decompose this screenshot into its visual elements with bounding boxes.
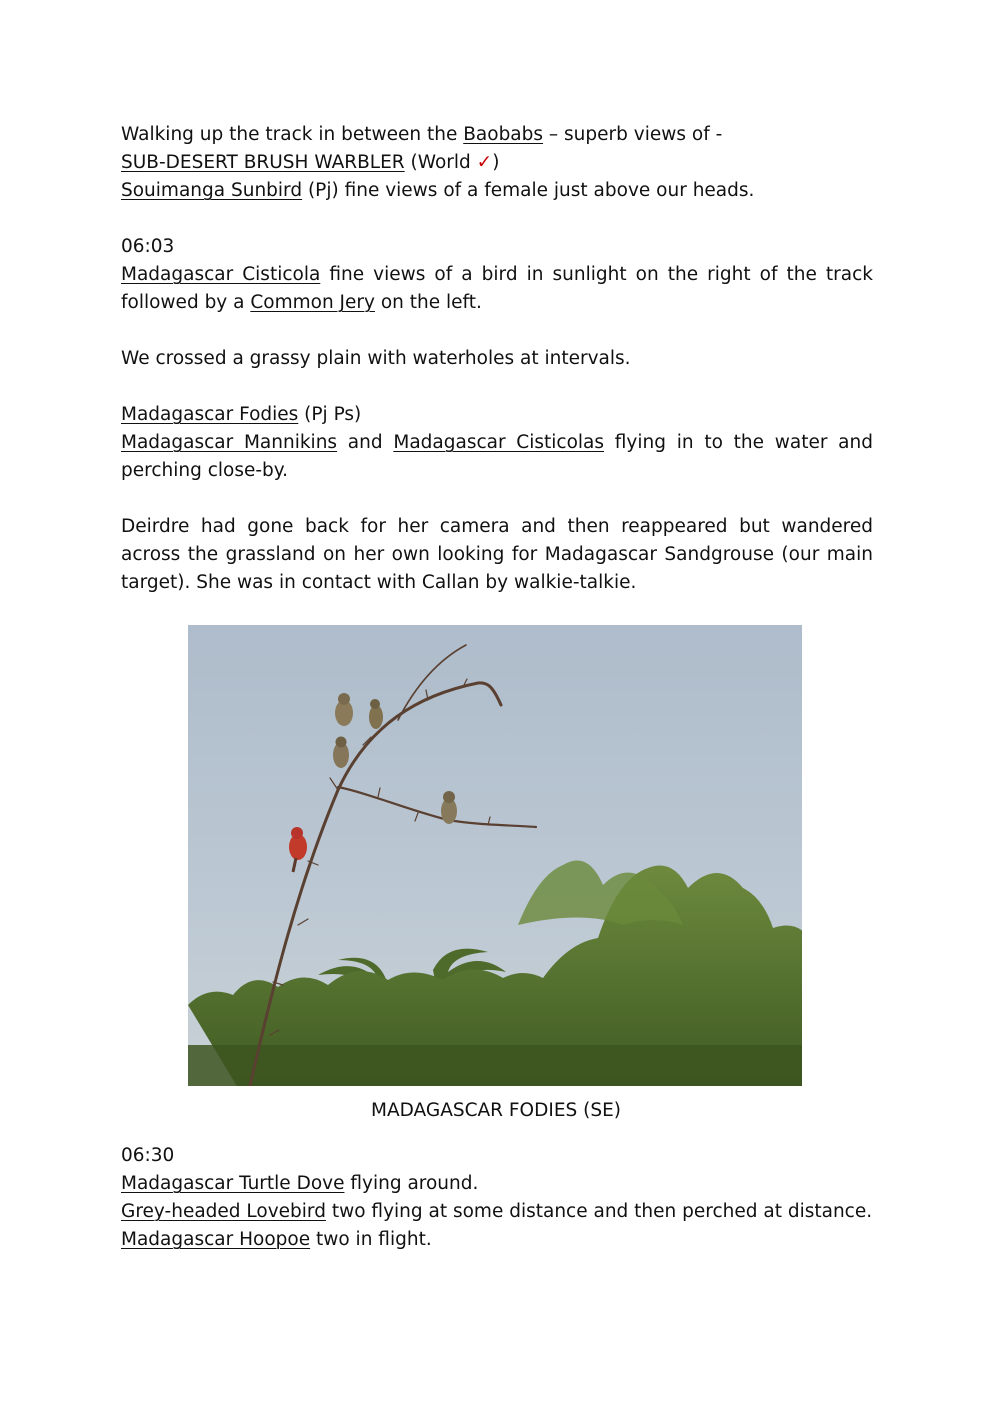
line-hoopoe: Madagascar Hoopoe two in flight.: [121, 1229, 432, 1250]
species-baobabs: Baobabs: [463, 124, 544, 145]
paragraph-mannikins: Madagascar Mannikins and Madagascar Cisticolas flying in to the water and perching close-by.: [121, 432, 873, 481]
species-madagascar-fodies: Madagascar Fodies: [121, 404, 299, 425]
species-grey-headed-lovebird: Grey-headed Lovebird: [121, 1201, 326, 1222]
species-madagascar-hoopoe: Madagascar Hoopoe: [121, 1229, 311, 1250]
species-common-jery: Common Jery: [250, 292, 375, 313]
species-madagascar-cisticolas: Madagascar Cisticolas: [393, 432, 605, 453]
species-sub-desert-brush-warbler: SUB-DESERT BRUSH WARBLER: [121, 152, 405, 173]
line-turtle-dove: Madagascar Turtle Dove flying around.: [121, 1173, 479, 1194]
species-madagascar-cisticola: Madagascar Cisticola: [121, 264, 321, 285]
paragraph-grassy-plain: We crossed a grassy plain with waterholes at intervals.: [121, 348, 631, 369]
species-souimanga-sunbird: Souimanga Sunbird: [121, 180, 303, 201]
paragraph-deirdre: Deirdre had gone back for her camera and then reappeared but wandered across the grassland on her own looking for Madagascar Sandgrouse (our main target). She was in contact with Callan by walkie-talkie.: [121, 516, 873, 593]
photo-caption: MADAGASCAR FODIES (SE): [371, 1100, 621, 1121]
text-column: [121, 121, 873, 597]
bird-photo: [188, 625, 802, 1086]
line-fodies: Madagascar Fodies (Pj Ps): [121, 404, 362, 425]
species-madagascar-mannikins: Madagascar Mannikins: [121, 432, 338, 453]
paragraph-cisticola: Madagascar Cisticola fine views of a bird in sunlight on the right of the track followed by a Common Jery on the left.: [121, 264, 873, 313]
text-column-bottom: [121, 1142, 881, 1254]
line-lovebird: Grey-headed Lovebird two flying at some distance and then perched at distance.: [121, 1201, 873, 1222]
time-0603: 06:03: [121, 236, 175, 257]
paragraph-baobabs: Walking up the track in between the Baobabs – superb views of - SUB-DESERT BRUSH WARBLER (World ✓) Souimanga Sunbird (Pj) fine views of a female just above our heads.: [121, 124, 755, 201]
species-madagascar-turtle-dove: Madagascar Turtle Dove: [121, 1173, 345, 1194]
checkmark-icon: ✓: [476, 152, 493, 173]
time-0630: 06:30: [121, 1145, 175, 1166]
